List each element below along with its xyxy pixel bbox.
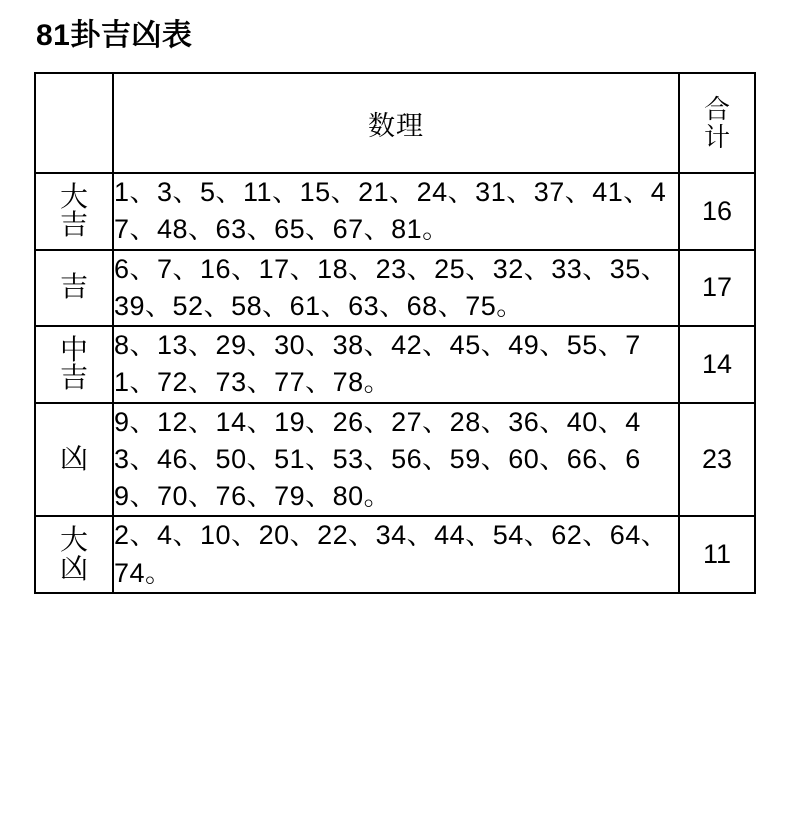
row-values: 6、7、16、17、18、23、25、32、33、35、39、52、58、61、63、68、75。 bbox=[113, 250, 679, 327]
row-total: 23 bbox=[679, 403, 755, 517]
luck-table bbox=[34, 72, 756, 594]
table-row bbox=[35, 173, 755, 250]
header-values: 数理 bbox=[113, 73, 679, 173]
table-row bbox=[35, 250, 755, 327]
row-values: 9、12、14、19、26、27、28、36、40、43、46、50、51、53、56、59、60、66、69、70、76、79、80。 bbox=[113, 403, 679, 517]
row-label: 大 吉 bbox=[35, 173, 113, 250]
page-title: 81卦吉凶表 bbox=[36, 19, 193, 52]
header-label-blank bbox=[35, 73, 113, 173]
row-label: 中 吉 bbox=[35, 326, 113, 403]
row-total: 17 bbox=[679, 250, 755, 327]
table-header-row bbox=[35, 73, 755, 173]
row-total: 14 bbox=[679, 326, 755, 403]
row-label: 凶 bbox=[35, 403, 113, 517]
row-label: 大 凶 bbox=[35, 516, 113, 593]
table-row bbox=[35, 403, 755, 517]
row-total: 16 bbox=[679, 173, 755, 250]
row-total: 11 bbox=[679, 516, 755, 593]
table-row bbox=[35, 326, 755, 403]
row-values: 2、4、10、20、22、34、44、54、62、64、74。 bbox=[113, 516, 679, 593]
header-total: 合 计 bbox=[679, 73, 755, 173]
table-row bbox=[35, 516, 755, 593]
row-values: 1、3、5、11、15、21、24、31、37、41、47、48、63、65、67、81。 bbox=[113, 173, 679, 250]
row-label: 吉 bbox=[35, 250, 113, 327]
row-values: 8、13、29、30、38、42、45、49、55、71、72、73、77、78。 bbox=[113, 326, 679, 403]
